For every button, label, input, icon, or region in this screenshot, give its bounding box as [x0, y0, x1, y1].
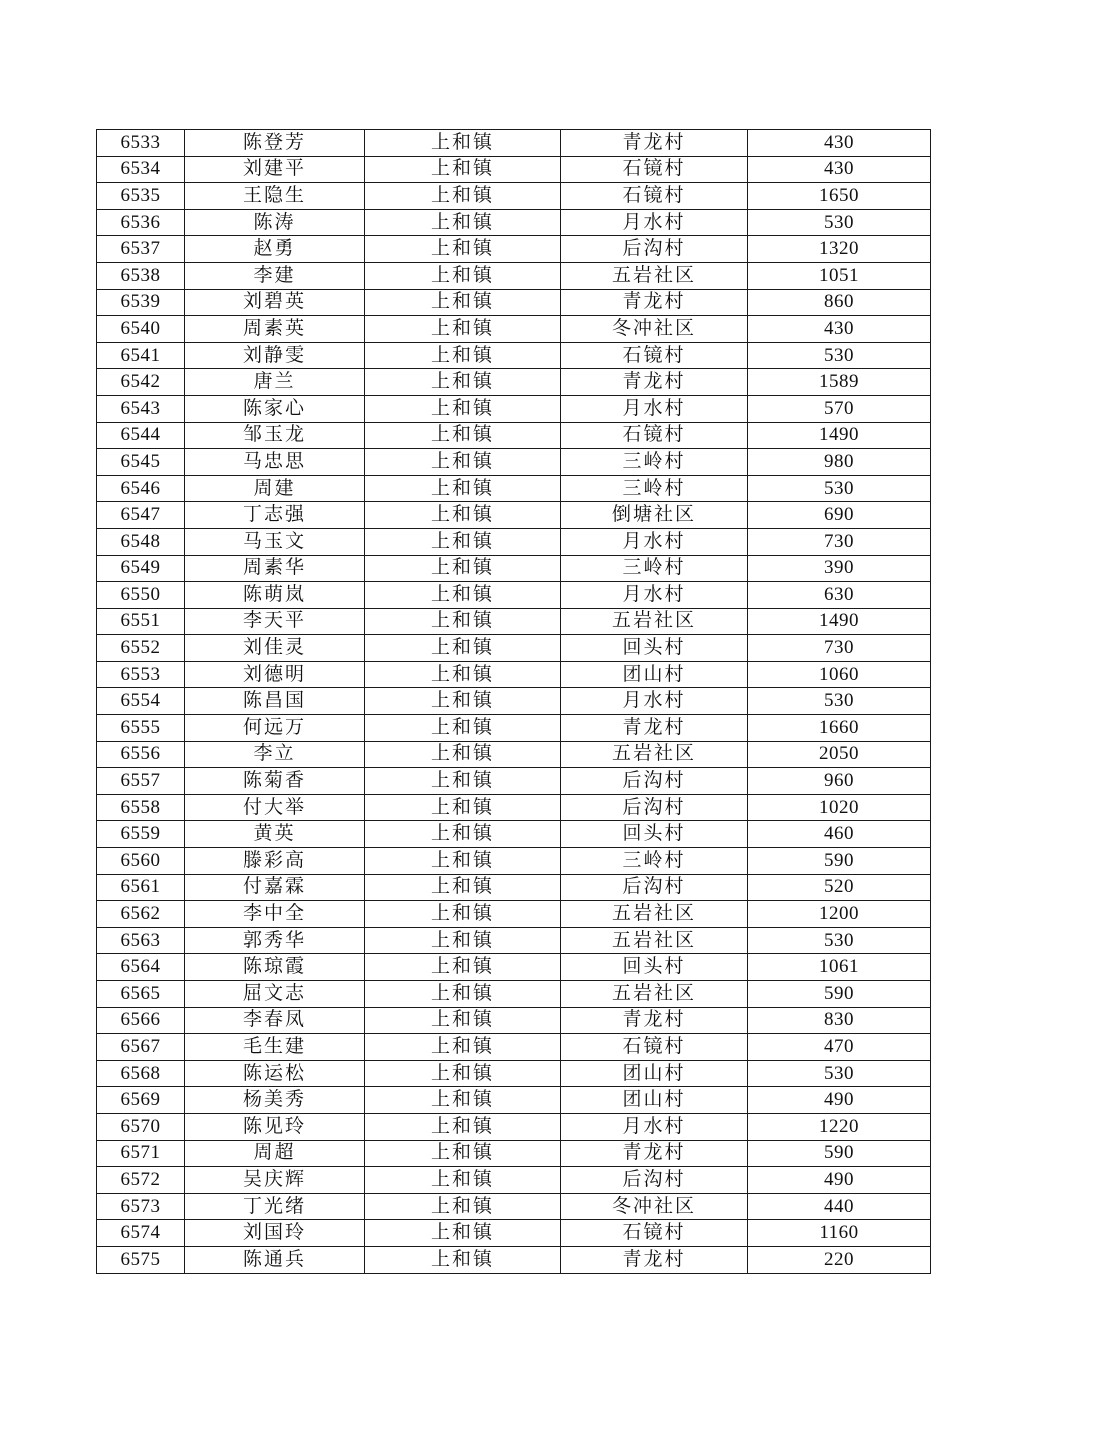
village-cell: 青龙村	[561, 1246, 748, 1273]
town-cell: 上和镇	[365, 502, 561, 529]
town-cell: 上和镇	[365, 369, 561, 396]
amount-cell: 490	[748, 1087, 931, 1114]
amount-cell: 470	[748, 1034, 931, 1061]
village-cell: 月水村	[561, 582, 748, 609]
person-name-cell: 刘碧英	[185, 289, 365, 316]
table-row	[97, 1167, 931, 1194]
village-cell: 团山村	[561, 1087, 748, 1114]
person-name-cell: 滕彩高	[185, 848, 365, 875]
village-cell: 五岩社区	[561, 741, 748, 768]
record-id-cell: 6538	[97, 262, 185, 289]
table-row	[97, 635, 931, 662]
record-id-cell: 6546	[97, 475, 185, 502]
person-name-cell: 郭秀华	[185, 927, 365, 954]
person-name-cell: 杨美秀	[185, 1087, 365, 1114]
village-cell: 三岭村	[561, 555, 748, 582]
town-cell: 上和镇	[365, 236, 561, 263]
table-row	[97, 369, 931, 396]
table-row	[97, 183, 931, 210]
town-cell: 上和镇	[365, 741, 561, 768]
amount-cell: 2050	[748, 741, 931, 768]
person-name-cell: 陈琼霞	[185, 954, 365, 981]
village-cell: 团山村	[561, 1060, 748, 1087]
record-id-cell: 6559	[97, 821, 185, 848]
village-cell: 后沟村	[561, 768, 748, 795]
village-cell: 石镜村	[561, 156, 748, 183]
table-row	[97, 821, 931, 848]
table-row	[97, 768, 931, 795]
table-row	[97, 502, 931, 529]
amount-cell: 530	[748, 475, 931, 502]
village-cell: 青龙村	[561, 130, 748, 157]
record-id-cell: 6572	[97, 1167, 185, 1194]
person-name-cell: 刘佳灵	[185, 635, 365, 662]
town-cell: 上和镇	[365, 661, 561, 688]
amount-cell: 590	[748, 848, 931, 875]
town-cell: 上和镇	[365, 582, 561, 609]
amount-cell: 530	[748, 1060, 931, 1087]
town-cell: 上和镇	[365, 1060, 561, 1087]
town-cell: 上和镇	[365, 1140, 561, 1167]
amount-cell: 980	[748, 449, 931, 476]
town-cell: 上和镇	[365, 1113, 561, 1140]
person-name-cell: 陈见玲	[185, 1113, 365, 1140]
amount-cell: 590	[748, 1140, 931, 1167]
person-name-cell: 周建	[185, 475, 365, 502]
person-name-cell: 周素英	[185, 316, 365, 343]
person-name-cell: 王隐生	[185, 183, 365, 210]
table-row	[97, 1246, 931, 1273]
town-cell: 上和镇	[365, 449, 561, 476]
record-id-cell: 6543	[97, 395, 185, 422]
table-row	[97, 1220, 931, 1247]
amount-cell: 1020	[748, 794, 931, 821]
village-cell: 五岩社区	[561, 262, 748, 289]
amount-cell: 1490	[748, 422, 931, 449]
amount-cell: 1160	[748, 1220, 931, 1247]
amount-cell: 1061	[748, 954, 931, 981]
table-row	[97, 661, 931, 688]
amount-cell: 430	[748, 130, 931, 157]
village-cell: 石镜村	[561, 422, 748, 449]
person-name-cell: 陈通兵	[185, 1246, 365, 1273]
record-id-cell: 6569	[97, 1087, 185, 1114]
town-cell: 上和镇	[365, 395, 561, 422]
table-row	[97, 848, 931, 875]
table-row	[97, 901, 931, 928]
village-cell: 石镜村	[561, 1034, 748, 1061]
person-name-cell: 黄英	[185, 821, 365, 848]
table-row	[97, 1113, 931, 1140]
record-id-cell: 6558	[97, 794, 185, 821]
town-cell: 上和镇	[365, 183, 561, 210]
amount-cell: 530	[748, 342, 931, 369]
table-row	[97, 316, 931, 343]
person-name-cell: 何远万	[185, 715, 365, 742]
town-cell: 上和镇	[365, 1220, 561, 1247]
amount-cell: 490	[748, 1167, 931, 1194]
record-id-cell: 6553	[97, 661, 185, 688]
person-name-cell: 唐兰	[185, 369, 365, 396]
record-id-cell: 6568	[97, 1060, 185, 1087]
table-row	[97, 741, 931, 768]
town-cell: 上和镇	[365, 954, 561, 981]
village-cell: 回头村	[561, 635, 748, 662]
town-cell: 上和镇	[365, 1193, 561, 1220]
village-cell: 后沟村	[561, 794, 748, 821]
table-row	[97, 289, 931, 316]
town-cell: 上和镇	[365, 1034, 561, 1061]
village-cell: 冬冲社区	[561, 316, 748, 343]
town-cell: 上和镇	[365, 927, 561, 954]
town-cell: 上和镇	[365, 608, 561, 635]
town-cell: 上和镇	[365, 422, 561, 449]
amount-cell: 730	[748, 635, 931, 662]
table-row	[97, 156, 931, 183]
amount-cell: 1490	[748, 608, 931, 635]
record-id-cell: 6544	[97, 422, 185, 449]
record-id-cell: 6539	[97, 289, 185, 316]
village-cell: 五岩社区	[561, 927, 748, 954]
town-cell: 上和镇	[365, 715, 561, 742]
town-cell: 上和镇	[365, 130, 561, 157]
village-cell: 团山村	[561, 661, 748, 688]
person-name-cell: 陈昌国	[185, 688, 365, 715]
village-cell: 三岭村	[561, 848, 748, 875]
village-cell: 五岩社区	[561, 901, 748, 928]
table-row	[97, 582, 931, 609]
person-name-cell: 屈文志	[185, 981, 365, 1008]
amount-cell: 1200	[748, 901, 931, 928]
village-cell: 月水村	[561, 395, 748, 422]
record-id-cell: 6548	[97, 528, 185, 555]
village-cell: 五岩社区	[561, 981, 748, 1008]
town-cell: 上和镇	[365, 635, 561, 662]
village-cell: 青龙村	[561, 1007, 748, 1034]
table-row	[97, 528, 931, 555]
table-row	[97, 475, 931, 502]
town-cell: 上和镇	[365, 1087, 561, 1114]
town-cell: 上和镇	[365, 1246, 561, 1273]
town-cell: 上和镇	[365, 794, 561, 821]
town-cell: 上和镇	[365, 1167, 561, 1194]
person-name-cell: 赵勇	[185, 236, 365, 263]
village-cell: 月水村	[561, 1113, 748, 1140]
village-cell: 石镜村	[561, 342, 748, 369]
table-row	[97, 262, 931, 289]
person-name-cell: 陈萌岚	[185, 582, 365, 609]
record-id-cell: 6573	[97, 1193, 185, 1220]
village-cell: 青龙村	[561, 715, 748, 742]
town-cell: 上和镇	[365, 555, 561, 582]
amount-cell: 530	[748, 209, 931, 236]
amount-cell: 630	[748, 582, 931, 609]
record-id-cell: 6540	[97, 316, 185, 343]
town-cell: 上和镇	[365, 209, 561, 236]
record-id-cell: 6571	[97, 1140, 185, 1167]
table-row	[97, 130, 931, 157]
person-name-cell: 陈菊香	[185, 768, 365, 795]
record-id-cell: 6537	[97, 236, 185, 263]
town-cell: 上和镇	[365, 316, 561, 343]
amount-cell: 530	[748, 688, 931, 715]
village-cell: 青龙村	[561, 369, 748, 396]
record-id-cell: 6574	[97, 1220, 185, 1247]
town-cell: 上和镇	[365, 981, 561, 1008]
person-name-cell: 陈涛	[185, 209, 365, 236]
village-cell: 回头村	[561, 954, 748, 981]
town-cell: 上和镇	[365, 262, 561, 289]
village-cell: 青龙村	[561, 289, 748, 316]
town-cell: 上和镇	[365, 156, 561, 183]
amount-cell: 1051	[748, 262, 931, 289]
town-cell: 上和镇	[365, 688, 561, 715]
record-id-cell: 6555	[97, 715, 185, 742]
record-id-cell: 6560	[97, 848, 185, 875]
town-cell: 上和镇	[365, 821, 561, 848]
table-row	[97, 688, 931, 715]
record-id-cell: 6561	[97, 874, 185, 901]
record-id-cell: 6557	[97, 768, 185, 795]
amount-cell: 860	[748, 289, 931, 316]
town-cell: 上和镇	[365, 768, 561, 795]
person-name-cell: 马忠思	[185, 449, 365, 476]
town-cell: 上和镇	[365, 901, 561, 928]
person-name-cell: 吴庆辉	[185, 1167, 365, 1194]
record-id-cell: 6565	[97, 981, 185, 1008]
person-name-cell: 李立	[185, 741, 365, 768]
table-row	[97, 608, 931, 635]
amount-cell: 1589	[748, 369, 931, 396]
village-cell: 冬冲社区	[561, 1193, 748, 1220]
person-name-cell: 李建	[185, 262, 365, 289]
table-row	[97, 449, 931, 476]
record-id-cell: 6567	[97, 1034, 185, 1061]
record-id-cell: 6566	[97, 1007, 185, 1034]
record-id-cell: 6549	[97, 555, 185, 582]
village-cell: 后沟村	[561, 236, 748, 263]
amount-cell: 570	[748, 395, 931, 422]
table-row	[97, 342, 931, 369]
amount-cell: 590	[748, 981, 931, 1008]
village-cell: 三岭村	[561, 475, 748, 502]
person-name-cell: 周超	[185, 1140, 365, 1167]
village-cell: 三岭村	[561, 449, 748, 476]
table-row	[97, 236, 931, 263]
table-row	[97, 395, 931, 422]
amount-cell: 440	[748, 1193, 931, 1220]
village-cell: 月水村	[561, 528, 748, 555]
village-cell: 青龙村	[561, 1140, 748, 1167]
village-cell: 回头村	[561, 821, 748, 848]
table-row	[97, 555, 931, 582]
amount-cell: 730	[748, 528, 931, 555]
person-name-cell: 李春凤	[185, 1007, 365, 1034]
table-row	[97, 927, 931, 954]
person-name-cell: 马玉文	[185, 528, 365, 555]
amount-cell: 460	[748, 821, 931, 848]
amount-cell: 430	[748, 316, 931, 343]
record-id-cell: 6533	[97, 130, 185, 157]
table-row	[97, 1060, 931, 1087]
record-id-cell: 6547	[97, 502, 185, 529]
amount-cell: 960	[748, 768, 931, 795]
table-row	[97, 874, 931, 901]
person-name-cell: 毛生建	[185, 1034, 365, 1061]
record-id-cell: 6545	[97, 449, 185, 476]
person-name-cell: 刘德明	[185, 661, 365, 688]
record-id-cell: 6551	[97, 608, 185, 635]
person-name-cell: 付大举	[185, 794, 365, 821]
record-id-cell: 6554	[97, 688, 185, 715]
record-id-cell: 6564	[97, 954, 185, 981]
person-name-cell: 李中全	[185, 901, 365, 928]
amount-cell: 430	[748, 156, 931, 183]
table-row	[97, 981, 931, 1008]
town-cell: 上和镇	[365, 528, 561, 555]
records-table-body	[97, 130, 931, 1274]
amount-cell: 1060	[748, 661, 931, 688]
village-cell: 月水村	[561, 688, 748, 715]
town-cell: 上和镇	[365, 475, 561, 502]
amount-cell: 830	[748, 1007, 931, 1034]
amount-cell: 690	[748, 502, 931, 529]
table-row	[97, 209, 931, 236]
table-row	[97, 1140, 931, 1167]
amount-cell: 530	[748, 927, 931, 954]
town-cell: 上和镇	[365, 848, 561, 875]
table-row	[97, 794, 931, 821]
person-name-cell: 陈登芳	[185, 130, 365, 157]
person-name-cell: 刘国玲	[185, 1220, 365, 1247]
amount-cell: 1220	[748, 1113, 931, 1140]
person-name-cell: 刘静雯	[185, 342, 365, 369]
record-id-cell: 6563	[97, 927, 185, 954]
amount-cell: 1320	[748, 236, 931, 263]
record-id-cell: 6556	[97, 741, 185, 768]
town-cell: 上和镇	[365, 342, 561, 369]
amount-cell: 1660	[748, 715, 931, 742]
table-row	[97, 715, 931, 742]
record-id-cell: 6541	[97, 342, 185, 369]
record-id-cell: 6535	[97, 183, 185, 210]
town-cell: 上和镇	[365, 1007, 561, 1034]
village-cell: 倒塘社区	[561, 502, 748, 529]
town-cell: 上和镇	[365, 874, 561, 901]
town-cell: 上和镇	[365, 289, 561, 316]
record-id-cell: 6536	[97, 209, 185, 236]
record-id-cell: 6575	[97, 1246, 185, 1273]
amount-cell: 520	[748, 874, 931, 901]
village-cell: 月水村	[561, 209, 748, 236]
person-name-cell: 丁光绪	[185, 1193, 365, 1220]
person-name-cell: 李天平	[185, 608, 365, 635]
table-row	[97, 1034, 931, 1061]
village-cell: 石镜村	[561, 183, 748, 210]
amount-cell: 1650	[748, 183, 931, 210]
table-row	[97, 1007, 931, 1034]
village-cell: 后沟村	[561, 874, 748, 901]
person-name-cell: 丁志强	[185, 502, 365, 529]
record-id-cell: 6562	[97, 901, 185, 928]
records-table	[96, 129, 931, 1274]
village-cell: 五岩社区	[561, 608, 748, 635]
village-cell: 后沟村	[561, 1167, 748, 1194]
record-id-cell: 6552	[97, 635, 185, 662]
table-row	[97, 1193, 931, 1220]
person-name-cell: 邹玉龙	[185, 422, 365, 449]
record-id-cell: 6542	[97, 369, 185, 396]
person-name-cell: 陈运松	[185, 1060, 365, 1087]
village-cell: 石镜村	[561, 1220, 748, 1247]
record-id-cell: 6570	[97, 1113, 185, 1140]
person-name-cell: 陈家心	[185, 395, 365, 422]
record-id-cell: 6534	[97, 156, 185, 183]
amount-cell: 390	[748, 555, 931, 582]
person-name-cell: 付嘉霖	[185, 874, 365, 901]
table-row	[97, 422, 931, 449]
table-row	[97, 954, 931, 981]
record-id-cell: 6550	[97, 582, 185, 609]
person-name-cell: 刘建平	[185, 156, 365, 183]
amount-cell: 220	[748, 1246, 931, 1273]
person-name-cell: 周素华	[185, 555, 365, 582]
table-row	[97, 1087, 931, 1114]
